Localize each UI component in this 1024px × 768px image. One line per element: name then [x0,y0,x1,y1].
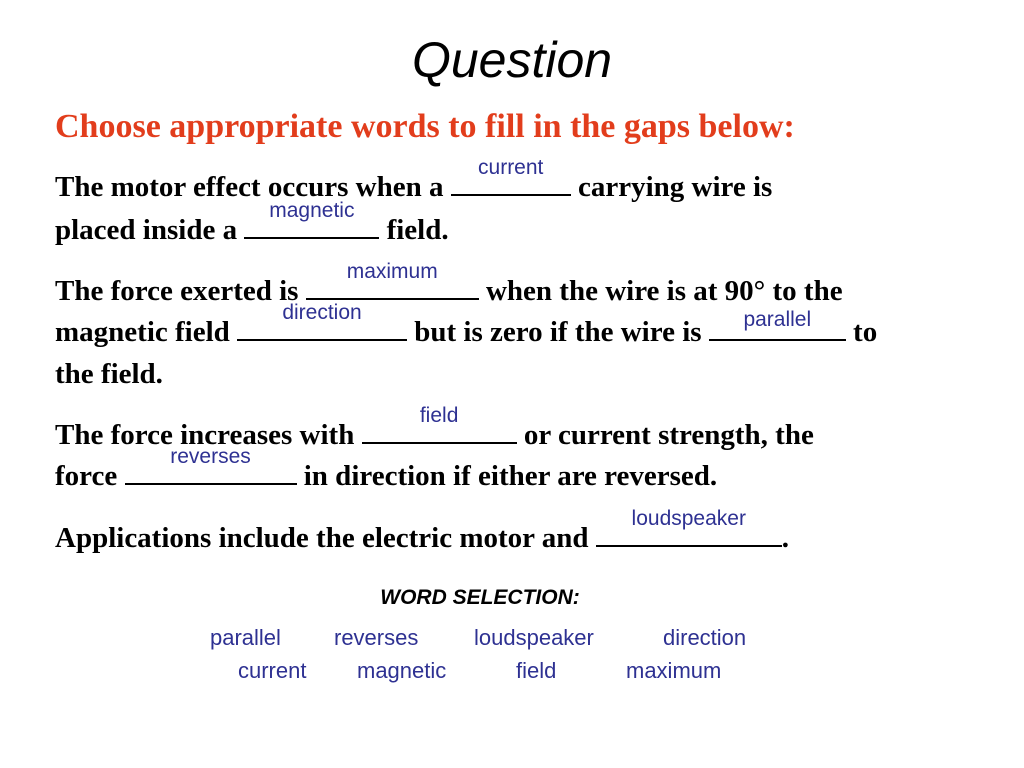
paragraph-2-line-2 [55,301,878,349]
word-selection-heading: WORD SELECTION: [380,586,580,609]
sentence-text: in direction if either are reversed. [296,460,718,492]
gap-answer: maximum [346,260,438,283]
paragraph-1-line-2 [55,199,449,247]
sentence-text: placed inside a [55,214,245,246]
word-option: current [238,658,307,683]
sentence-text: . [781,522,790,554]
word-option: reverses [334,625,419,650]
gap-blank [125,445,297,485]
gap-blank [244,199,379,239]
word-option: loudspeaker [474,625,594,650]
gap-blank [306,260,479,300]
sentence-text: field. [379,214,449,246]
gap-answer: parallel [743,308,812,331]
gap-answer: magnetic [269,199,355,222]
slide-title: Question [411,32,613,88]
gap-blank [596,507,782,547]
paragraph-1-line-1 [55,156,773,204]
sentence-text: when the wire is at 90° to the [478,275,843,307]
gap-answer: current [478,156,544,179]
gap-answer: reverses [170,445,251,468]
sentence-text: the field. [55,358,163,390]
sentence-text: to [845,316,878,348]
word-option: magnetic [357,658,447,683]
sentence-text: The motor effect occurs when a [55,171,451,203]
gap-blank [362,404,517,444]
sentence-text: but is zero if the wire is [407,316,709,348]
gap-blank [451,156,571,196]
gap-blank [237,301,407,341]
sentence-text: The force exerted is [55,275,306,307]
paragraph-2-line-1 [55,260,843,308]
sentence-text: Applications include the electric motor and [55,522,596,554]
paragraph-4-line-1 [55,507,790,555]
instruction-heading: Choose appropriate words to fill in the gaps below: [55,108,795,145]
gap-blank [709,308,846,341]
sentence-text: The force increases with [55,419,362,451]
paragraph-2-line-3 [55,357,163,391]
gap-answer: loudspeaker [631,507,746,530]
word-option: direction [663,625,747,650]
paragraph-3-line-2 [55,445,718,493]
word-option: parallel [210,625,281,650]
word-option: maximum [626,658,722,683]
sentence-text: magnetic field [55,316,238,348]
gap-answer: direction [282,301,362,324]
sentence-text: carrying wire is [570,171,773,203]
gap-answer: field [419,404,459,427]
sentence-text: force [55,460,125,492]
word-option: field [516,658,557,683]
sentence-text: or current strength, the [516,419,814,451]
